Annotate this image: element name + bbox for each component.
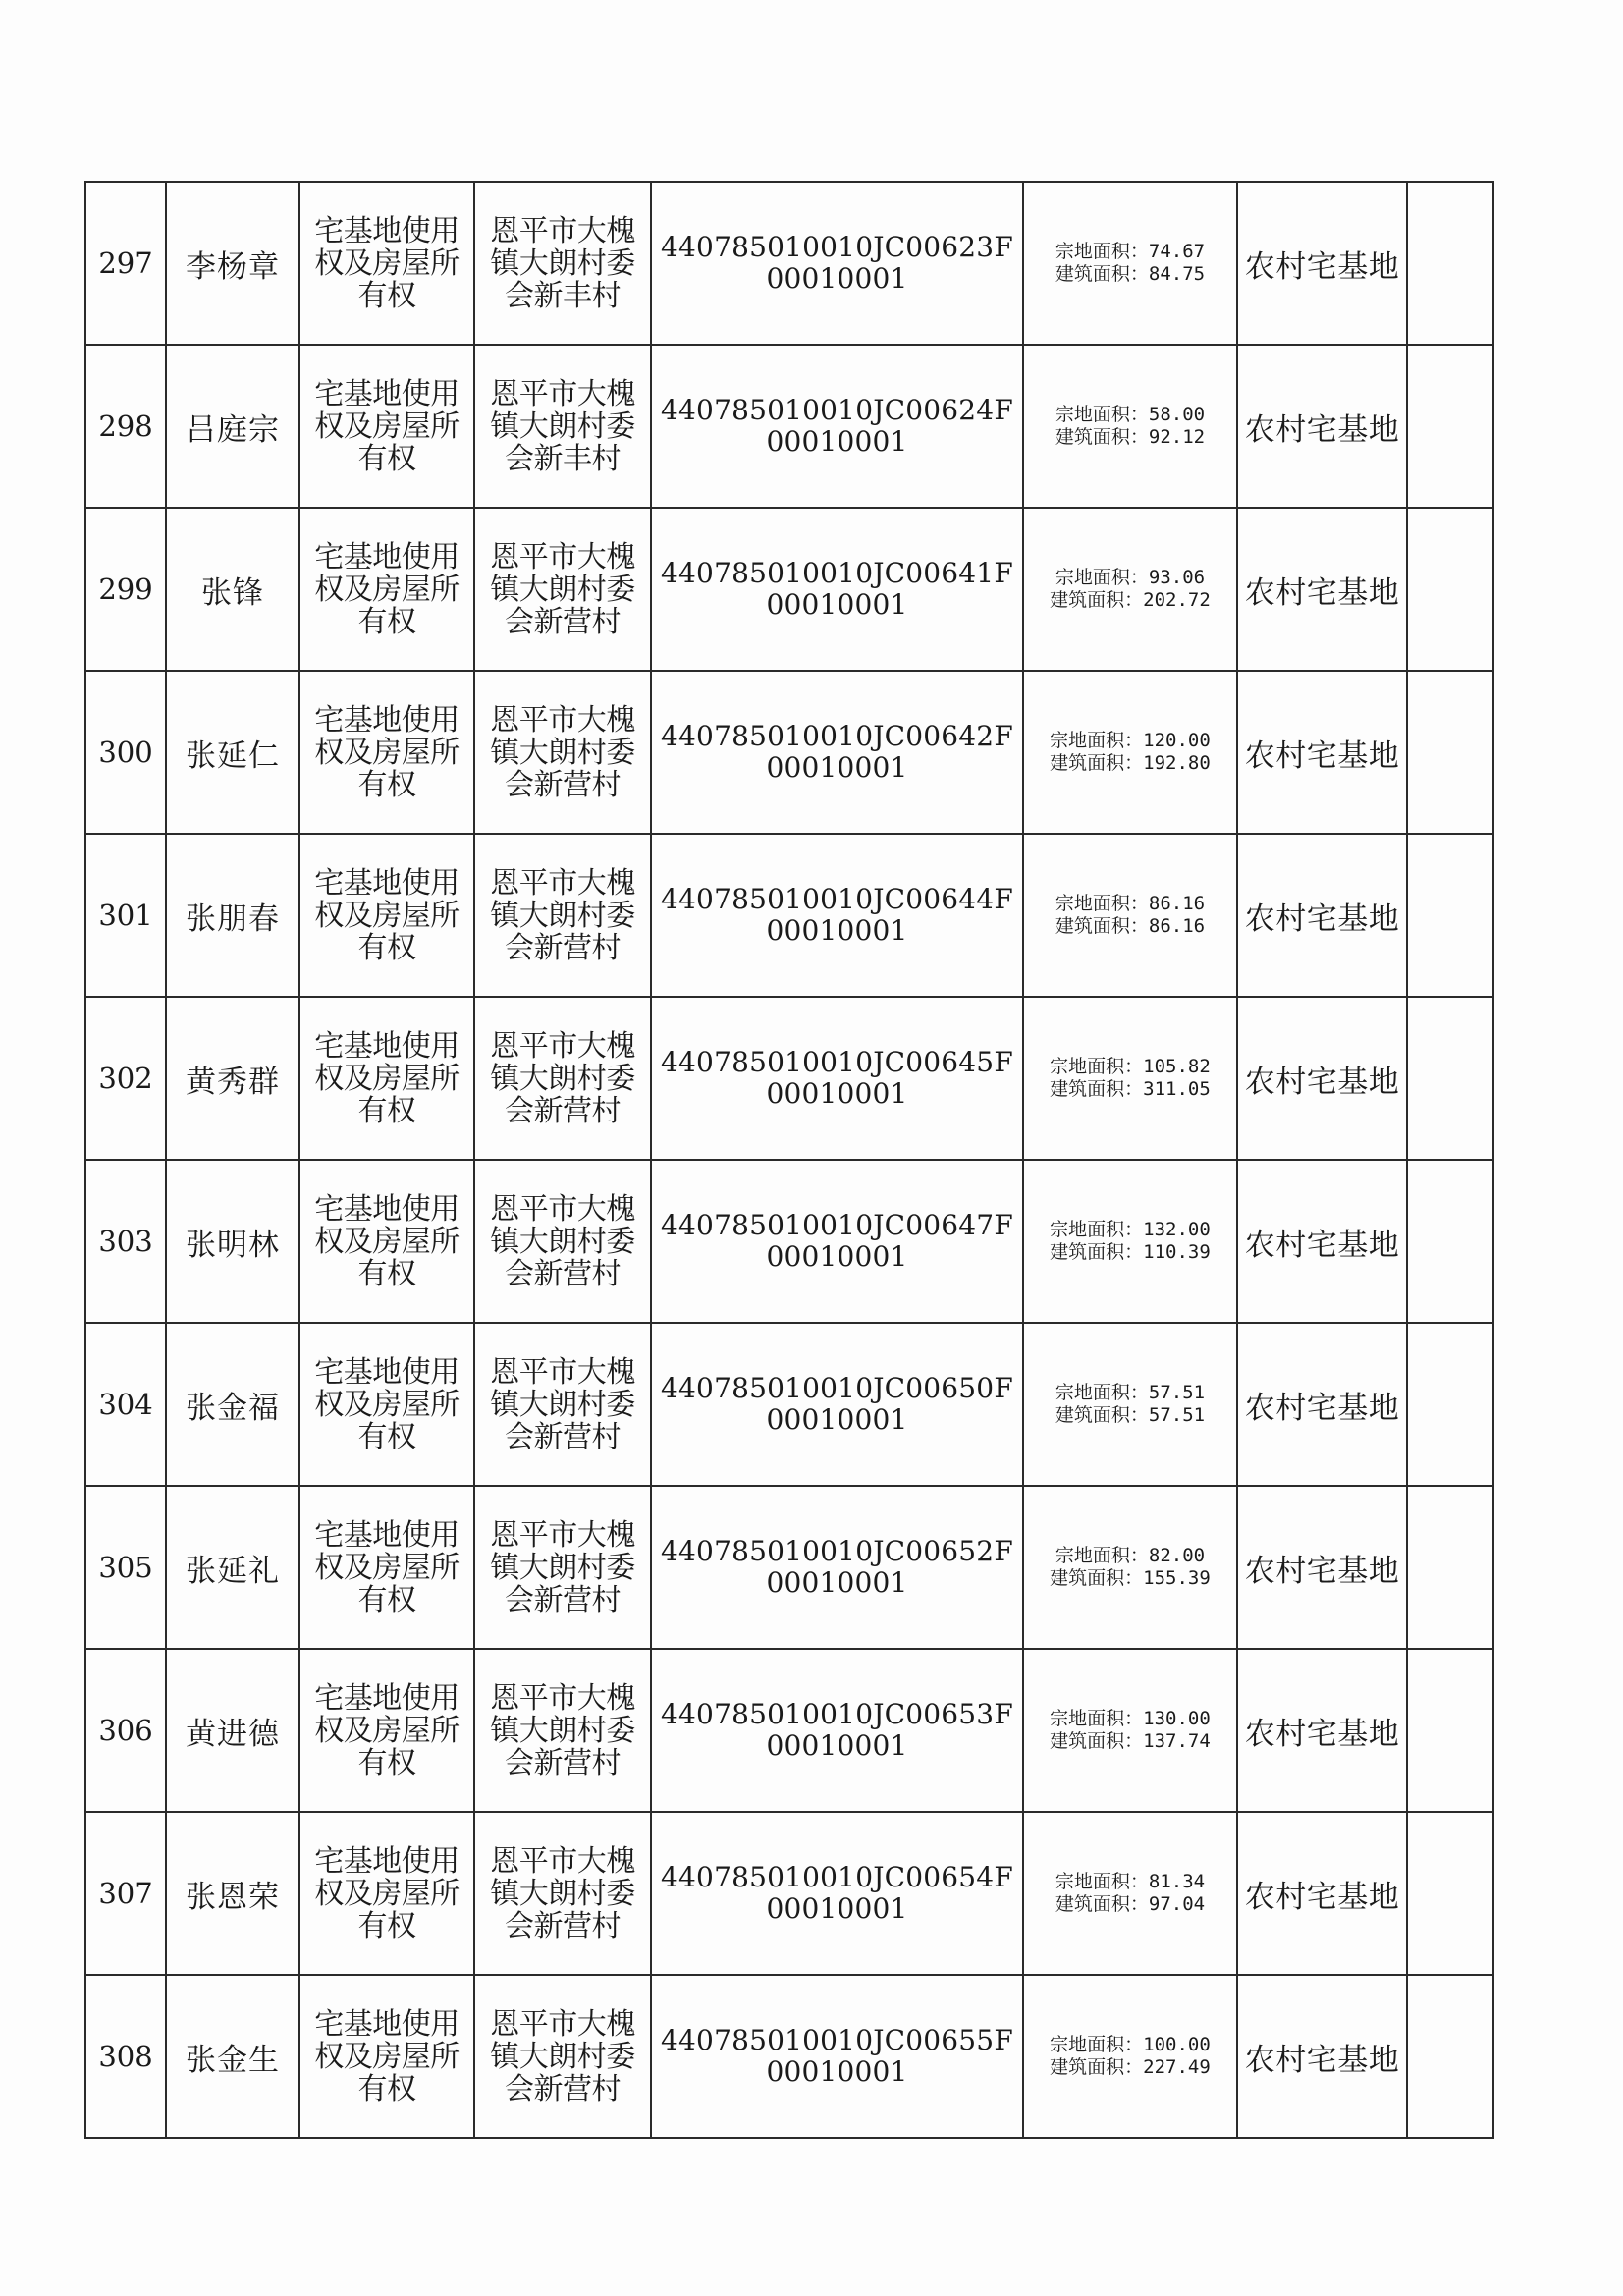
note-cell bbox=[1407, 671, 1493, 834]
area-cell bbox=[1023, 997, 1237, 1160]
note-cell bbox=[1407, 1160, 1493, 1323]
table-row bbox=[85, 508, 1493, 671]
table-row bbox=[85, 997, 1493, 1160]
note-cell bbox=[1407, 1975, 1493, 2138]
unit-code-cell: 440785010010JC00650F00010001 bbox=[651, 1323, 1023, 1486]
property-register-table bbox=[84, 181, 1494, 2139]
unit-code-cell: 440785010010JC00644F00010001 bbox=[651, 834, 1023, 997]
right-type-cell: 宅基地使用权及房屋所有权 bbox=[299, 1486, 474, 1649]
location-cell: 恩平市大槐镇大朗村委会新营村 bbox=[474, 1812, 651, 1975]
unit-code-cell: 440785010010JC00653F00010001 bbox=[651, 1649, 1023, 1812]
right-type-cell: 宅基地使用权及房屋所有权 bbox=[299, 345, 474, 508]
land-area-text: 宗地面积：57.51 bbox=[1055, 1382, 1206, 1403]
building-area-text: 建筑面积：137.74 bbox=[1050, 1730, 1211, 1752]
unit-code-cell: 440785010010JC00645F00010001 bbox=[651, 997, 1023, 1160]
right-type-cell: 宅基地使用权及房屋所有权 bbox=[299, 1323, 474, 1486]
building-area-text: 建筑面积：92.12 bbox=[1055, 426, 1206, 448]
table-row bbox=[85, 1812, 1493, 1975]
unit-code-cell: 440785010010JC00642F00010001 bbox=[651, 671, 1023, 834]
area-cell bbox=[1023, 834, 1237, 997]
right-type-cell: 宅基地使用权及房屋所有权 bbox=[299, 182, 474, 345]
area-cell bbox=[1023, 345, 1237, 508]
owner-name-cell: 张恩荣 bbox=[166, 1812, 299, 1975]
location-cell: 恩平市大槐镇大朗村委会新营村 bbox=[474, 834, 651, 997]
building-area-text: 建筑面积：86.16 bbox=[1055, 915, 1206, 937]
land-area-text: 宗地面积：132.00 bbox=[1050, 1219, 1211, 1240]
area-cell bbox=[1023, 1160, 1237, 1323]
table-row bbox=[85, 1486, 1493, 1649]
serial-number-cell: 300 bbox=[85, 671, 166, 834]
area-cell bbox=[1023, 1812, 1237, 1975]
owner-name-cell: 张金福 bbox=[166, 1323, 299, 1486]
right-type-cell: 宅基地使用权及房屋所有权 bbox=[299, 1649, 474, 1812]
serial-number-cell: 297 bbox=[85, 182, 166, 345]
building-area-text: 建筑面积：57.51 bbox=[1055, 1404, 1206, 1426]
land-use-cell: 农村宅基地 bbox=[1237, 671, 1407, 834]
area-cell bbox=[1023, 1323, 1237, 1486]
land-use-cell: 农村宅基地 bbox=[1237, 1160, 1407, 1323]
owner-name-cell: 张锋 bbox=[166, 508, 299, 671]
location-cell: 恩平市大槐镇大朗村委会新营村 bbox=[474, 1975, 651, 2138]
building-area-text: 建筑面积：110.39 bbox=[1050, 1241, 1211, 1263]
note-cell bbox=[1407, 1323, 1493, 1486]
table-row bbox=[85, 1649, 1493, 1812]
land-use-cell: 农村宅基地 bbox=[1237, 997, 1407, 1160]
serial-number-cell: 301 bbox=[85, 834, 166, 997]
owner-name-cell: 黄进德 bbox=[166, 1649, 299, 1812]
note-cell bbox=[1407, 1486, 1493, 1649]
note-cell bbox=[1407, 1649, 1493, 1812]
building-area-text: 建筑面积：192.80 bbox=[1050, 752, 1211, 774]
owner-name-cell: 张延仁 bbox=[166, 671, 299, 834]
right-type-cell: 宅基地使用权及房屋所有权 bbox=[299, 508, 474, 671]
location-cell: 恩平市大槐镇大朗村委会新丰村 bbox=[474, 345, 651, 508]
land-area-text: 宗地面积：58.00 bbox=[1055, 404, 1206, 425]
table-row bbox=[85, 1323, 1493, 1486]
location-cell: 恩平市大槐镇大朗村委会新营村 bbox=[474, 1160, 651, 1323]
table-row bbox=[85, 1160, 1493, 1323]
area-cell bbox=[1023, 1975, 1237, 2138]
owner-name-cell: 黄秀群 bbox=[166, 997, 299, 1160]
land-use-cell: 农村宅基地 bbox=[1237, 182, 1407, 345]
land-area-text: 宗地面积：81.34 bbox=[1055, 1871, 1206, 1892]
serial-number-cell: 306 bbox=[85, 1649, 166, 1812]
land-area-text: 宗地面积：105.82 bbox=[1050, 1056, 1211, 1077]
note-cell bbox=[1407, 182, 1493, 345]
location-cell: 恩平市大槐镇大朗村委会新丰村 bbox=[474, 182, 651, 345]
location-cell: 恩平市大槐镇大朗村委会新营村 bbox=[474, 1323, 651, 1486]
serial-number-cell: 304 bbox=[85, 1323, 166, 1486]
table-row bbox=[85, 345, 1493, 508]
table-row bbox=[85, 834, 1493, 997]
unit-code-cell: 440785010010JC00624F00010001 bbox=[651, 345, 1023, 508]
serial-number-cell: 308 bbox=[85, 1975, 166, 2138]
right-type-cell: 宅基地使用权及房屋所有权 bbox=[299, 834, 474, 997]
land-area-text: 宗地面积：130.00 bbox=[1050, 1708, 1211, 1729]
location-cell: 恩平市大槐镇大朗村委会新营村 bbox=[474, 671, 651, 834]
right-type-cell: 宅基地使用权及房屋所有权 bbox=[299, 1812, 474, 1975]
unit-code-cell: 440785010010JC00655F00010001 bbox=[651, 1975, 1023, 2138]
area-cell bbox=[1023, 508, 1237, 671]
note-cell bbox=[1407, 997, 1493, 1160]
table-row bbox=[85, 671, 1493, 834]
land-area-text: 宗地面积：120.00 bbox=[1050, 730, 1211, 751]
location-cell: 恩平市大槐镇大朗村委会新营村 bbox=[474, 508, 651, 671]
serial-number-cell: 299 bbox=[85, 508, 166, 671]
land-area-text: 宗地面积：86.16 bbox=[1055, 893, 1206, 914]
land-use-cell: 农村宅基地 bbox=[1237, 834, 1407, 997]
land-area-text: 宗地面积：74.67 bbox=[1055, 241, 1206, 262]
owner-name-cell: 李杨章 bbox=[166, 182, 299, 345]
register-body bbox=[85, 182, 1493, 2138]
land-use-cell: 农村宅基地 bbox=[1237, 1975, 1407, 2138]
unit-code-cell: 440785010010JC00654F00010001 bbox=[651, 1812, 1023, 1975]
area-cell bbox=[1023, 1486, 1237, 1649]
owner-name-cell: 吕庭宗 bbox=[166, 345, 299, 508]
table-row bbox=[85, 1975, 1493, 2138]
land-use-cell: 农村宅基地 bbox=[1237, 1486, 1407, 1649]
note-cell bbox=[1407, 1812, 1493, 1975]
building-area-text: 建筑面积：227.49 bbox=[1050, 2056, 1211, 2078]
building-area-text: 建筑面积：155.39 bbox=[1050, 1567, 1211, 1589]
serial-number-cell: 307 bbox=[85, 1812, 166, 1975]
serial-number-cell: 302 bbox=[85, 997, 166, 1160]
land-use-cell: 农村宅基地 bbox=[1237, 345, 1407, 508]
serial-number-cell: 298 bbox=[85, 345, 166, 508]
unit-code-cell: 440785010010JC00623F00010001 bbox=[651, 182, 1023, 345]
building-area-text: 建筑面积：84.75 bbox=[1055, 263, 1206, 285]
land-area-text: 宗地面积：100.00 bbox=[1050, 2034, 1211, 2055]
note-cell bbox=[1407, 508, 1493, 671]
land-area-text: 宗地面积：82.00 bbox=[1055, 1545, 1206, 1566]
location-cell: 恩平市大槐镇大朗村委会新营村 bbox=[474, 997, 651, 1160]
right-type-cell: 宅基地使用权及房屋所有权 bbox=[299, 997, 474, 1160]
land-area-text: 宗地面积：93.06 bbox=[1055, 567, 1206, 588]
unit-code-cell: 440785010010JC00641F00010001 bbox=[651, 508, 1023, 671]
right-type-cell: 宅基地使用权及房屋所有权 bbox=[299, 671, 474, 834]
land-use-cell: 农村宅基地 bbox=[1237, 508, 1407, 671]
owner-name-cell: 张明林 bbox=[166, 1160, 299, 1323]
note-cell bbox=[1407, 834, 1493, 997]
area-cell bbox=[1023, 671, 1237, 834]
unit-code-cell: 440785010010JC00647F00010001 bbox=[651, 1160, 1023, 1323]
note-cell bbox=[1407, 345, 1493, 508]
right-type-cell: 宅基地使用权及房屋所有权 bbox=[299, 1160, 474, 1323]
area-cell bbox=[1023, 182, 1237, 345]
area-cell bbox=[1023, 1649, 1237, 1812]
land-use-cell: 农村宅基地 bbox=[1237, 1812, 1407, 1975]
serial-number-cell: 305 bbox=[85, 1486, 166, 1649]
building-area-text: 建筑面积：97.04 bbox=[1055, 1893, 1206, 1915]
right-type-cell: 宅基地使用权及房屋所有权 bbox=[299, 1975, 474, 2138]
owner-name-cell: 张朋春 bbox=[166, 834, 299, 997]
unit-code-cell: 440785010010JC00652F00010001 bbox=[651, 1486, 1023, 1649]
land-use-cell: 农村宅基地 bbox=[1237, 1323, 1407, 1486]
location-cell: 恩平市大槐镇大朗村委会新营村 bbox=[474, 1486, 651, 1649]
location-cell: 恩平市大槐镇大朗村委会新营村 bbox=[474, 1649, 651, 1812]
building-area-text: 建筑面积：202.72 bbox=[1050, 589, 1211, 611]
owner-name-cell: 张延礼 bbox=[166, 1486, 299, 1649]
table-row bbox=[85, 182, 1493, 345]
serial-number-cell: 303 bbox=[85, 1160, 166, 1323]
owner-name-cell: 张金生 bbox=[166, 1975, 299, 2138]
land-use-cell: 农村宅基地 bbox=[1237, 1649, 1407, 1812]
building-area-text: 建筑面积：311.05 bbox=[1050, 1078, 1211, 1100]
